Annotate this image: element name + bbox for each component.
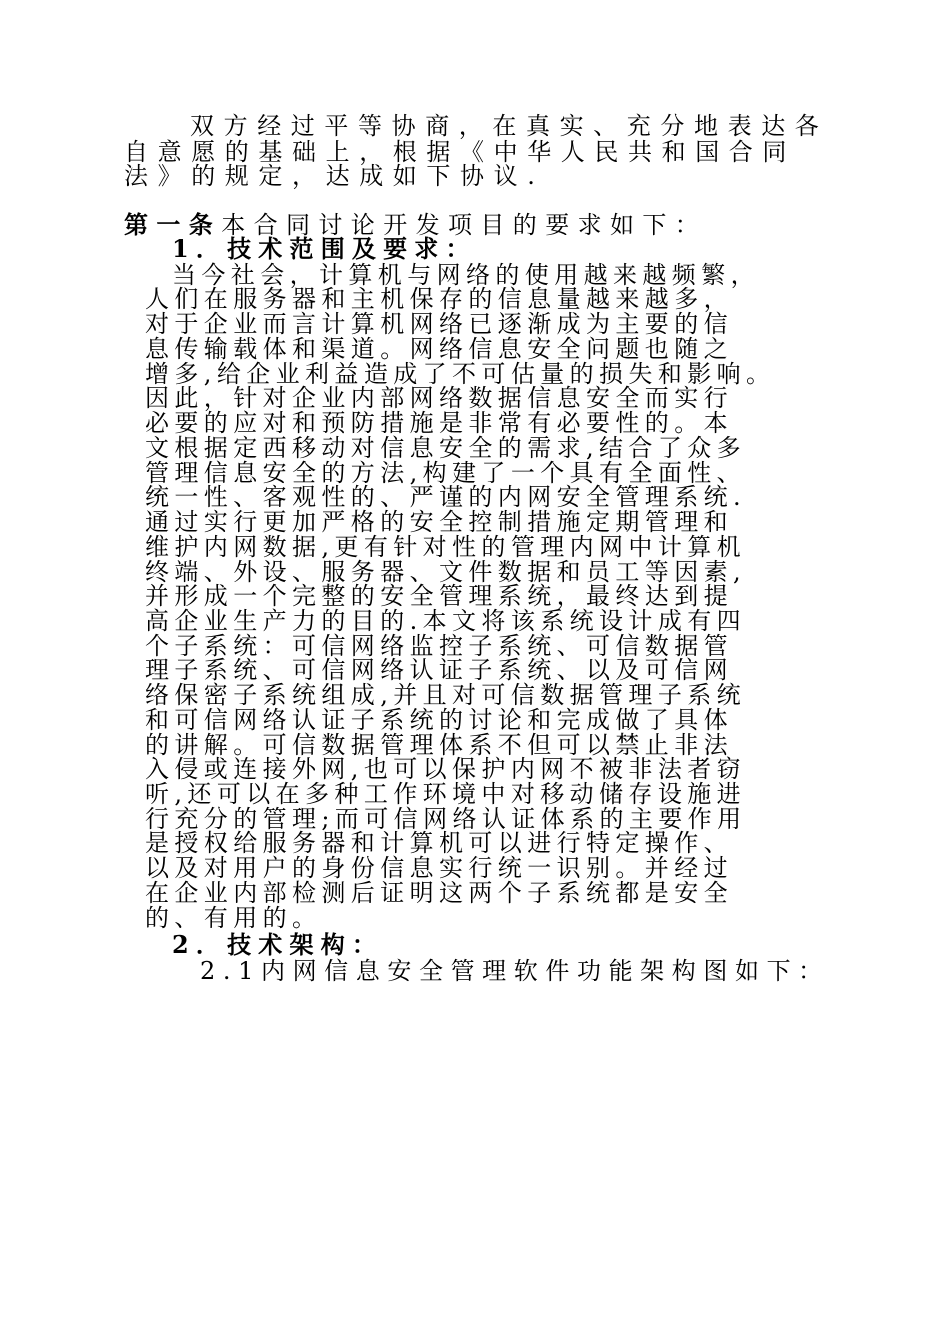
body-line: 当今社会，计算机与网络的使用越来越频繁， bbox=[172, 261, 760, 289]
body-line: 因此，针对企业内部网络数据信息安全而实行 bbox=[145, 384, 733, 412]
body-line: 的、有用的。 bbox=[145, 904, 322, 932]
body-line: 听,还可以在多种工作环境中对移动储存设施进 bbox=[145, 780, 747, 808]
intro-line: 自意愿的基础上，根据《中华人民共和国合同 bbox=[124, 138, 796, 166]
body-line: 维护内网数据,更有针对性的管理内网中计算机 bbox=[145, 533, 747, 561]
body-line: 个子系统：可信网络监控子系统、可信数据管 bbox=[145, 632, 733, 660]
body-line: 增多,给企业利益造成了不可估量的损失和影响。 bbox=[145, 360, 776, 388]
body-line: 必要的应对和预防措施是非常有必要性的。本 bbox=[145, 409, 733, 437]
body-line: 在企业内部检测后证明这两个子系统都是安全 bbox=[145, 879, 733, 907]
body-line: 理子系统、可信网络认证子系统、以及可信网 bbox=[145, 656, 733, 684]
body-line: 是授权给服务器和计算机可以进行特定操作、 bbox=[145, 829, 733, 857]
body-line: 高企业生产力的目的.本文将该系统设计成有四 bbox=[145, 607, 747, 635]
body-line: 息传输载体和渠道。网络信息安全问题也随之 bbox=[145, 335, 733, 363]
body-line: 对于企业而言计算机网络已逐渐成为主要的信 bbox=[145, 310, 733, 338]
section-2-heading: 2．技术架构： bbox=[172, 930, 384, 959]
body-line: 入侵或连接外网,也可以保护内网不被非法者窃 bbox=[145, 755, 747, 783]
intro-line: 法》的规定，达成如下协议. bbox=[124, 162, 545, 190]
section-2-1-line: 2.1内网信息安全管理软件功能架构图如下： bbox=[200, 957, 830, 985]
body-line: 统一性、客观性的、严谨的内网安全管理系统. bbox=[145, 483, 747, 511]
body-line: 行充分的管理;而可信网络认证体系的主要作用 bbox=[145, 805, 747, 833]
body-line: 文根据定西移动对信息安全的需求,结合了众多 bbox=[145, 434, 747, 462]
article-1-number: 第一条 bbox=[124, 210, 222, 239]
body-line: 终端、外设、服务器、文件数据和员工等因素, bbox=[145, 558, 747, 586]
body-line: 通过实行更加严格的安全控制措施定期管理和 bbox=[145, 508, 733, 536]
body-line: 络保密子系统组成,并且对可信数据管理子系统 bbox=[145, 681, 747, 709]
body-line: 以及对用户的身份信息实行统一识别。并经过 bbox=[145, 854, 733, 882]
body-line: 人们在服务器和主机保存的信息量越来越多， bbox=[145, 285, 733, 313]
intro-line: 双方经过平等协商，在真实、充分地表达各 bbox=[190, 112, 829, 140]
body-line: 管理信息安全的方法,构建了一个具有全面性、 bbox=[145, 459, 747, 487]
body-line: 和可信网络认证子系统的讨论和完成做了具体 bbox=[145, 706, 733, 734]
body-line: 的讲解。可信数据管理体系不但可以禁止非法 bbox=[145, 731, 733, 759]
article-1-title: 本合同讨论开发项目的要求如下： bbox=[221, 211, 708, 239]
section-1-heading: 1．技术范围及要求： bbox=[172, 234, 477, 263]
body-line: 并形成一个完整的安全管理系统，最终达到提 bbox=[145, 582, 733, 610]
